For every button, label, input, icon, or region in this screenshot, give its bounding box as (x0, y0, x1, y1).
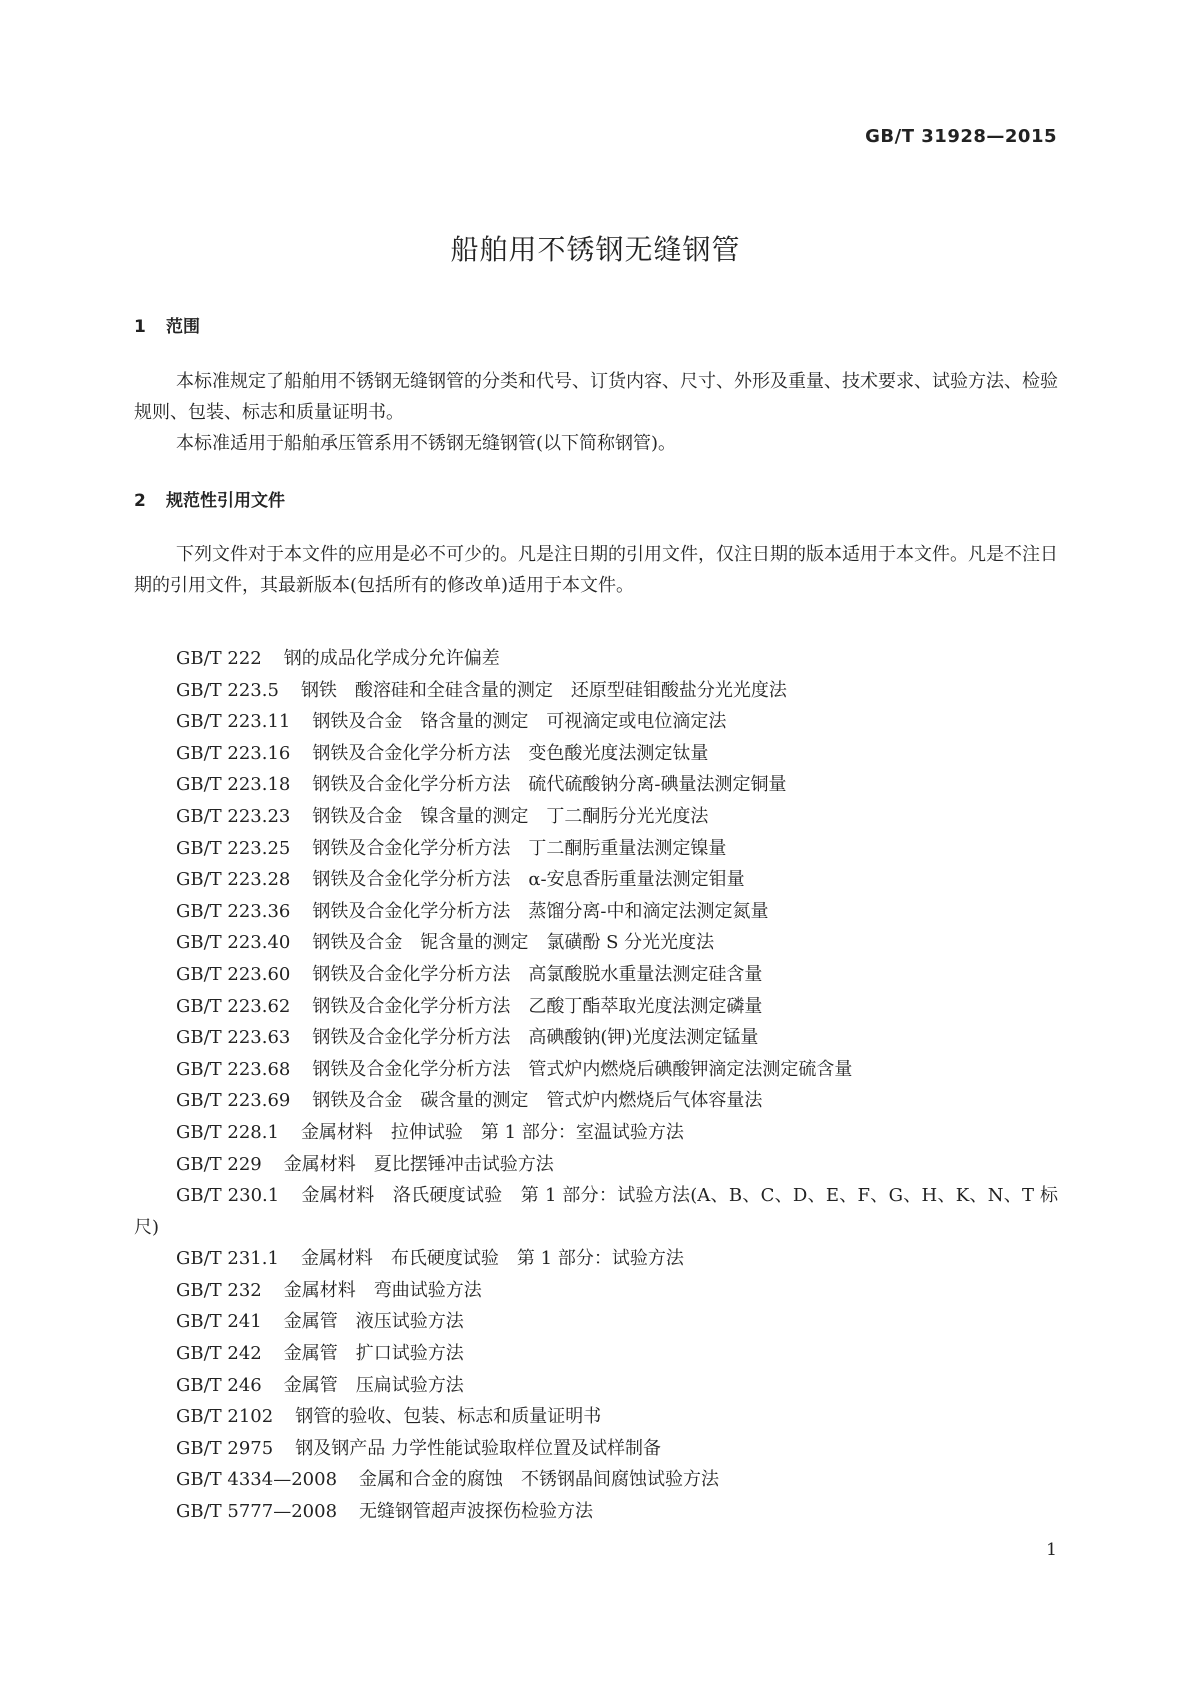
reference-item (134, 801, 1058, 833)
reference-item (134, 927, 1058, 959)
reference-item (134, 1433, 1058, 1465)
section-1-title: 范围 (166, 317, 200, 337)
reference-item (134, 1243, 1058, 1275)
reference-title: 无缝钢管超声波探伤检验方法 (359, 1501, 594, 1523)
reference-code: GB/T 5777—2008 (176, 1501, 338, 1523)
reference-title: 钢铁及合金化学分析方法 管式炉内燃烧后碘酸钾滴定法测定硫含量 (312, 1058, 853, 1080)
reference-title: 钢铁及合金化学分析方法 丁二酮肟重量法测定镍量 (312, 837, 727, 859)
reference-title: 金属材料 弯曲试验方法 (283, 1279, 482, 1301)
reference-code: GB/T 223.11 (176, 711, 291, 733)
reference-title: 金属材料 布氏硬度试验 第 1 部分：试验方法 (300, 1248, 684, 1270)
reference-title: 钢铁及合金化学分析方法 蒸馏分离-中和滴定法测定氮量 (312, 900, 769, 922)
section-2-number: 2 (134, 491, 146, 511)
reference-title: 金属材料 洛氏硬度试验 第 1 部分：试验方法(A、B、C、D、E、F、G、H、K、N、T 标尺) (134, 1185, 1058, 1238)
section-2-title: 规范性引用文件 (166, 491, 285, 511)
reference-code: GB/T 223.62 (176, 995, 291, 1017)
reference-title: 金属管 液压试验方法 (283, 1311, 464, 1333)
section-1-heading (134, 312, 200, 337)
reference-code: GB/T 230.1 (176, 1185, 280, 1207)
reference-list (134, 643, 1058, 1528)
reference-title: 钢铁及合金 铌含量的测定 氯磺酚 S 分光光度法 (312, 932, 715, 954)
reference-item (134, 738, 1058, 770)
reference-code: GB/T 2975 (176, 1437, 274, 1459)
standard-code: GB/T 31928—2015 (865, 126, 1057, 147)
reference-item (134, 1117, 1058, 1149)
reference-item (134, 675, 1058, 707)
reference-item (134, 706, 1058, 738)
reference-title: 钢铁及合金 碳含量的测定 管式炉内燃烧后气体容量法 (312, 1090, 763, 1112)
reference-item (134, 896, 1058, 928)
section-1-number: 1 (134, 317, 146, 337)
reference-item (134, 1401, 1058, 1433)
reference-code: GB/T 223.28 (176, 869, 291, 891)
reference-item (134, 1085, 1058, 1117)
reference-item (134, 1022, 1058, 1054)
reference-title: 金属管 扩口试验方法 (283, 1343, 464, 1365)
reference-title: 金属和合金的腐蚀 不锈钢晶间腐蚀试验方法 (359, 1469, 720, 1491)
reference-code: GB/T 223.60 (176, 963, 291, 985)
reference-code: GB/T 242 (176, 1343, 262, 1365)
reference-item (134, 1338, 1058, 1370)
reference-item (134, 1496, 1058, 1528)
reference-code: GB/T 223.40 (176, 932, 291, 954)
document-title: 船舶用不锈钢无缝钢管 (450, 233, 741, 266)
reference-code: GB/T 223.18 (176, 774, 291, 796)
reference-item (134, 864, 1058, 896)
reference-code: GB/T 228.1 (176, 1121, 279, 1143)
reference-code: GB/T 222 (176, 648, 262, 669)
reference-code: GB/T 4334—2008 (176, 1469, 338, 1491)
reference-item (134, 1149, 1058, 1181)
reference-item (134, 1180, 1058, 1243)
reference-code: GB/T 223.69 (176, 1090, 291, 1112)
reference-item (134, 991, 1058, 1023)
reference-title: 钢铁及合金化学分析方法 乙酸丁酯萃取光度法测定磷量 (312, 995, 763, 1017)
reference-code: GB/T 241 (176, 1311, 262, 1333)
reference-title: 钢及钢产品 力学性能试验取样位置及试样制备 (295, 1437, 661, 1459)
section-1-paragraph: 本标准规定了船舶用不锈钢无缝钢管的分类和代号、订货内容、尺寸、外形及重量、技术要求、试验方法、检验规则、包装、标志和质量证明书。 (134, 371, 1058, 423)
reference-code: GB/T 223.68 (176, 1058, 291, 1080)
reference-title: 钢铁及合金 铬含量的测定 可视滴定或电位滴定法 (312, 711, 727, 733)
reference-item (134, 1464, 1058, 1496)
reference-title: 金属管 压扁试验方法 (283, 1374, 464, 1396)
reference-code: GB/T 232 (176, 1279, 262, 1301)
reference-title: 钢铁及合金化学分析方法 α-安息香肟重量法测定钼量 (312, 869, 745, 891)
reference-item (134, 643, 1058, 675)
reference-title: 钢铁及合金化学分析方法 硫代硫酸钠分离-碘量法测定铜量 (312, 774, 787, 796)
reference-title: 钢管的验收、包装、标志和质量证明书 (295, 1406, 602, 1428)
section-2-intro: 下列文件对于本文件的应用是必不可少的。凡是注日期的引用文件，仅注日期的版本适用于本文件。凡是不注日期的引用文件，其最新版本(包括所有的修改单)适用于本文件。 (134, 544, 1058, 596)
reference-item (134, 833, 1058, 865)
reference-code: GB/T 2102 (176, 1406, 274, 1428)
reference-title: 钢铁及合金 镍含量的测定 丁二酮肟分光光度法 (312, 805, 709, 827)
page-number: 1 (1046, 1540, 1057, 1560)
reference-title: 钢铁及合金化学分析方法 高碘酸钠(钾)光度法测定锰量 (312, 1027, 759, 1049)
section-1-paragraph: 本标准适用于船舶承压管系用不锈钢无缝钢管(以下简称钢管)。 (176, 433, 677, 454)
reference-title: 钢铁 酸溶硅和全硅含量的测定 还原型硅钼酸盐分光光度法 (300, 679, 787, 701)
reference-title: 金属材料 夏比摆锤冲击试验方法 (283, 1153, 554, 1175)
reference-item (134, 1054, 1058, 1086)
reference-title: 钢的成品化学成分允许偏差 (283, 648, 500, 669)
section-2-heading (134, 486, 285, 511)
reference-code: GB/T 231.1 (176, 1248, 279, 1270)
reference-title: 钢铁及合金化学分析方法 变色酸光度法测定钛量 (312, 742, 709, 764)
reference-item (134, 1306, 1058, 1338)
reference-item (134, 959, 1058, 991)
reference-item (134, 1370, 1058, 1402)
reference-code: GB/T 223.25 (176, 837, 291, 859)
reference-code: GB/T 223.5 (176, 679, 279, 701)
reference-code: GB/T 223.36 (176, 900, 291, 922)
reference-title: 钢铁及合金化学分析方法 高氯酸脱水重量法测定硅含量 (312, 963, 763, 985)
reference-item (134, 769, 1058, 801)
reference-title: 金属材料 拉伸试验 第 1 部分：室温试验方法 (300, 1121, 684, 1143)
reference-item (134, 1275, 1058, 1307)
reference-code: GB/T 246 (176, 1374, 262, 1396)
reference-code: GB/T 223.16 (176, 742, 291, 764)
reference-code: GB/T 229 (176, 1153, 262, 1175)
reference-code: GB/T 223.23 (176, 805, 291, 827)
reference-code: GB/T 223.63 (176, 1027, 291, 1049)
